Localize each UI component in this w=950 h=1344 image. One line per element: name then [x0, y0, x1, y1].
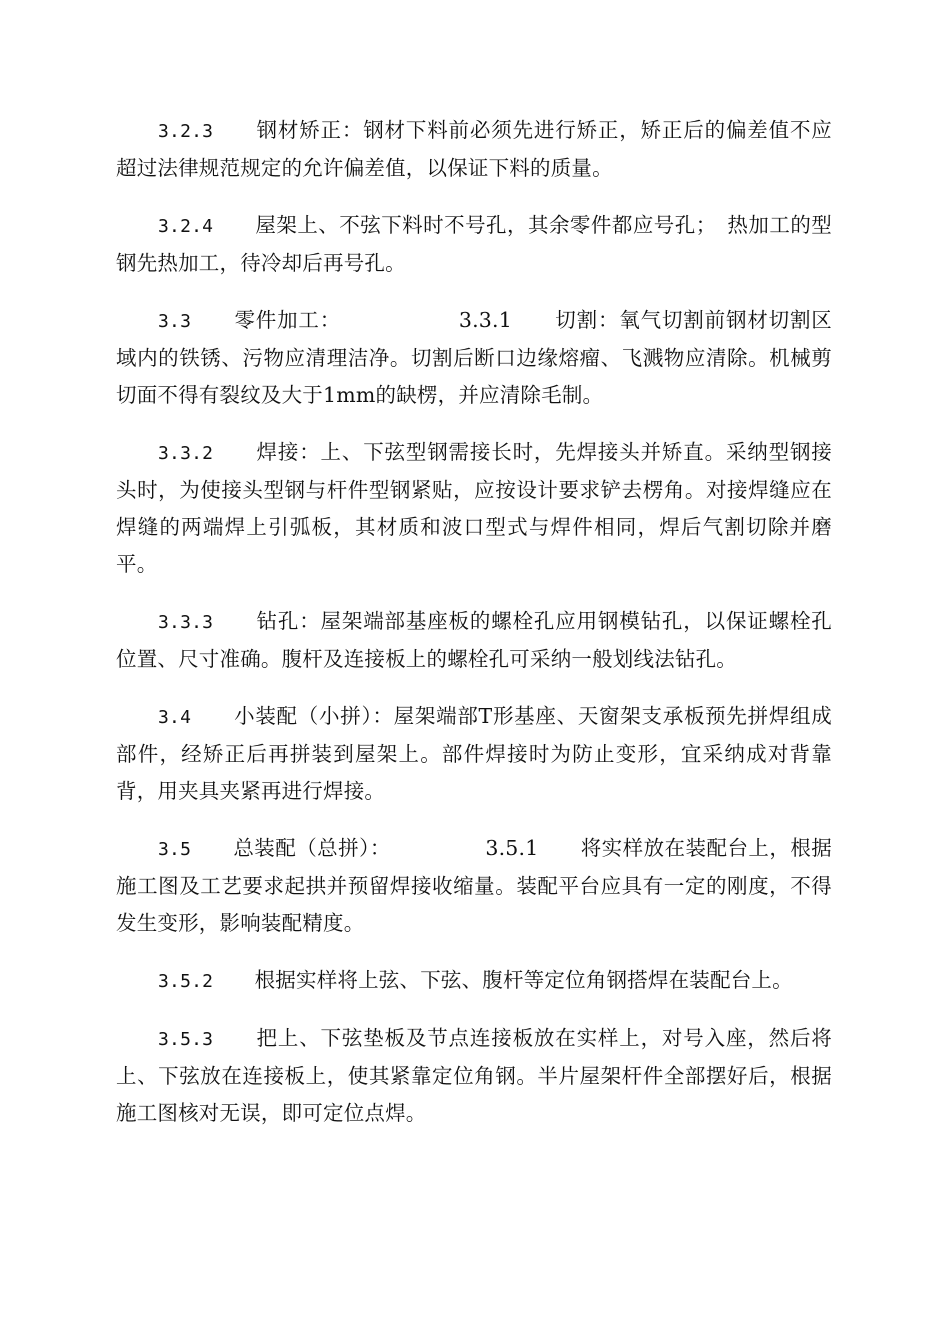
paragraph-3-5	[116, 830, 832, 942]
section-number: 3.2.4	[158, 216, 214, 237]
section-number: 3.5.3	[158, 1029, 214, 1050]
paragraph-text: 小装配（小拼）：屋架端部T形基座、天窗架支承板预先拼焊组成部件，经矫正后再拼装到屋架上。部件焊接时为防止变形，宜采纳成对背靠背，用夹具夹紧再进行焊接。	[116, 704, 832, 803]
document-body	[116, 112, 832, 1152]
paragraph-text: 屋架上、不弦下料时不号孔，其余零件都应号孔； 热加工的型钢先热加工，待冷却后再号孔。	[116, 213, 832, 275]
paragraph-3-2-4	[116, 207, 832, 282]
paragraph-text: 总装配（总拼）： 3.5.1 将实样放在装配台上，根据施工图及工艺要求起拱并预留焊接收缩量。装配平台应具有一定的刚度，不得发生变形，影响装配精度。	[116, 836, 833, 935]
paragraph-3-3-3	[116, 603, 832, 678]
paragraph-3-2-3	[116, 112, 832, 187]
paragraph-text: 焊接：上、下弦型钢需接长时，先焊接头并矫直。采纳型钢接头时，为使接头型钢与杆件型钢紧贴，应按设计要求铲去楞角。对接焊缝应在焊缝的两端焊上引弧板，其材质和波口型式与焊件相同，焊后气割切除并磨平。	[116, 440, 833, 576]
section-number: 3.3.2	[158, 443, 214, 464]
paragraph-3-3	[116, 302, 832, 414]
paragraph-text: 根据实样将上弦、下弦、腹杆等定位角钢搭焊在装配台上。	[254, 968, 793, 992]
paragraph-3-5-2	[116, 962, 832, 1000]
section-number: 3.2.3	[158, 121, 214, 142]
paragraph-text: 钢材矫正：钢材下料前必须先进行矫正，矫正后的偏差值不应超过法律规范规定的允许偏差值，以保证下料的质量。	[116, 118, 833, 180]
paragraph-3-5-3	[116, 1020, 832, 1132]
paragraph-text: 钻孔：屋架端部基座板的螺栓孔应用钢模钻孔，以保证螺栓孔位置、尺寸准确。腹杆及连接板上的螺栓孔可采纳一般划线法钻孔。	[116, 609, 833, 671]
paragraph-3-3-2	[116, 434, 832, 583]
section-number: 3.3	[158, 311, 192, 332]
section-number: 3.5	[158, 839, 192, 860]
section-number: 3.5.2	[158, 971, 214, 992]
paragraph-text: 把上、下弦垫板及节点连接板放在实样上，对号入座，然后将上、下弦放在连接板上，使其紧靠定位角钢。半片屋架杆件全部摆好后，根据施工图核对无误，即可定位点焊。	[116, 1026, 833, 1125]
section-number: 3.3.3	[158, 612, 214, 633]
section-number: 3.4	[158, 707, 192, 728]
paragraph-text: 零件加工： 3.3.1 切割：氧气切割前钢材切割区域内的铁锈、污物应清理洁净。切割后断口边缘熔瘤、飞溅物应清除。机械剪切面不得有裂纹及大于1mm的缺楞，并应清除毛制。	[116, 308, 833, 407]
paragraph-3-4	[116, 698, 832, 810]
